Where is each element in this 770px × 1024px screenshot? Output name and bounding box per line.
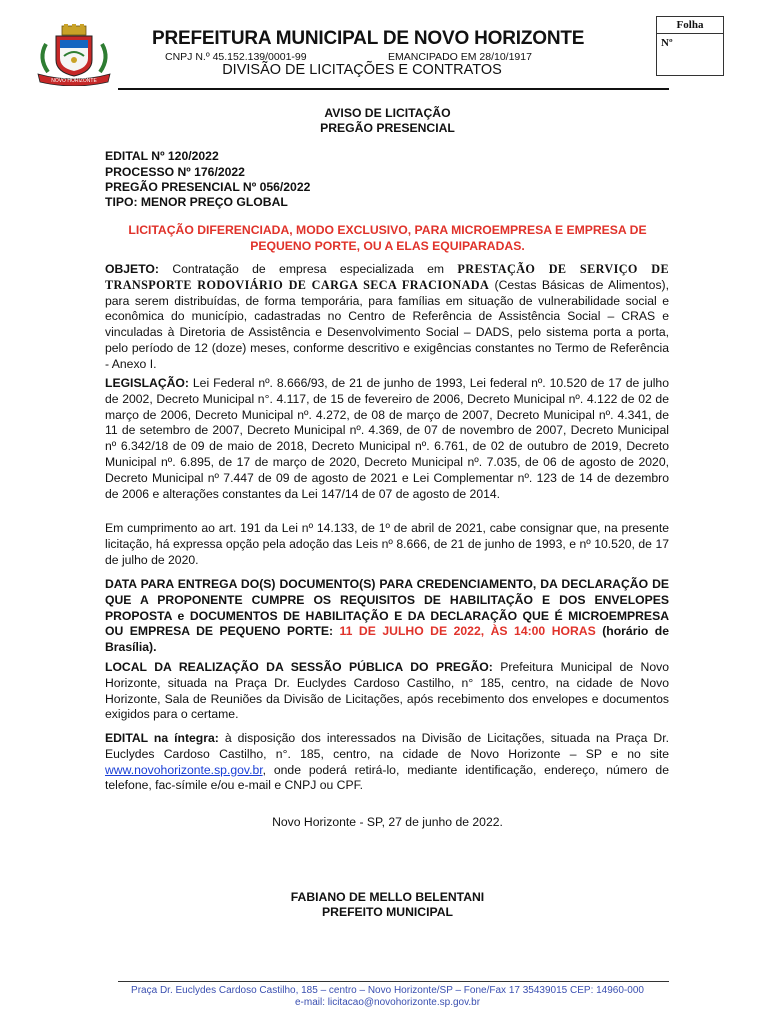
footer-address: Praça Dr. Euclydes Cardoso Castilho, 185 – centro – Novo Horizonte/SP – Fone/Fax 17 35439015 CEP: 14960-000	[131, 985, 644, 996]
notice-heading: AVISO DE LICITAÇÃO	[324, 106, 451, 120]
signatory-name: FABIANO DE MELLO BELENTANI	[290, 890, 485, 904]
objeto-paragraph	[105, 262, 669, 373]
signatory-role: PREFEITO MUNICIPAL	[322, 905, 453, 919]
folha-label: Folha	[657, 17, 723, 34]
data-entrega-datetime: 11 DE JULHO DE 2022, ÀS 14:00 HORAS	[339, 624, 596, 639]
folha-stamp-box	[656, 16, 724, 76]
pregao-number: PREGÃO PRESENCIAL Nº 056/2022	[105, 180, 311, 194]
legislacao-paragraph	[105, 376, 669, 502]
local-text: Prefeitura Municipal de Novo Horizonte, situada na Praça Dr. Euclydes Cardoso Castilho, n° 185, centro, na cidade de Novo Horizonte, Sala de Reuniões da Divisão de Licitações, após recebimento dos envelopes e documentos exigidos para o certame.	[105, 660, 669, 722]
footer-divider	[118, 981, 669, 982]
date-line: Novo Horizonte - SP, 27 de junho de 2022.	[272, 815, 503, 829]
licitacao-diferenciada-notice: LICITAÇÃO DIFERENCIADA, MODO EXCLUSIVO, PARA MICROEMPRESA E EMPRESA DE PEQUENO PORTE, OU A ELAS EQUIPARADAS.	[128, 223, 647, 253]
objeto-emphasis: PRESTAÇÃO DE SERVIÇO DE TRANSPORTE RODOVIÁRIO DE CARGA SECA FRACIONADA	[105, 262, 669, 292]
tipo-line: TIPO: MENOR PREÇO GLOBAL	[105, 195, 288, 209]
footer-email: e-mail: licitacao@novohorizonte.sp.gov.br	[294, 997, 481, 1008]
processo-number: PROCESSO Nº 176/2022	[105, 165, 245, 179]
coat-of-arms-icon	[34, 24, 114, 86]
data-entrega-paragraph	[105, 577, 669, 656]
data-entrega-label: DATA PARA ENTREGA DO(S) DOCUMENTO(S) PARA CREDENCIAMENTO, DA DECLARAÇÃO DE QUE A PROPONENTE CUMPRE OS REQUISITOS DE HABILITAÇÃO E DOS ENVELOPES PROPOSTA e DOCUMENTOS DE HABILITAÇÃO E DA DECLARAÇÃO QUE É MICROEMPRESA OU EMPRESA DE PEQUENO PORTE:	[105, 577, 669, 639]
emancipado-text: EMANCIPADO EM 28/10/1917	[388, 51, 532, 63]
local-label: LOCAL DA REALIZAÇÃO DA SESSÃO PÚBLICA DO PREGÃO:	[105, 660, 493, 674]
division-subtitle: DIVISÃO DE LICITAÇÕES E CONTRATOS	[222, 62, 502, 78]
header-divider	[118, 88, 669, 90]
objeto-label: OBJETO:	[105, 262, 159, 276]
edital-integra-label: EDITAL na íntegra:	[105, 731, 219, 745]
legislacao-label: LEGISLAÇÃO:	[105, 376, 189, 390]
edital-integra-text-before: à disposição dos interessados na Divisão de Licitações, situada na Praça Dr. Euclydes Cardoso Castilho, n°. 185, centro, na cidade de Novo Horizonte – SP e no site	[105, 731, 669, 761]
numero-label: Nº	[661, 37, 673, 49]
edital-integra-text-after: , onde poderá retirá-lo, mediante identificação, endereço, número de telefone, fac-símile e/ou e-mail e CNPJ ou CPF.	[105, 762, 669, 793]
page-title: PREFEITURA MUNICIPAL DE NOVO HORIZONTE	[152, 28, 585, 49]
edital-integra-paragraph	[105, 731, 669, 794]
objeto-text-after: (Cestas Básicas de Alimentos), para serem distribuídas, de forma temporária, para famílias em situação de vulnerabilidade social e econômica do município, cadastradas no Centro de Referência de Assistência Social – CRAS e vinculadas à Diretoria de Assistência e Desenvolvimento Social – DADS, pelo sistema porta a porta, pelo período de 12 (doze) meses, conforme descritivo e exigências constantes no Termo de Referência - Anexo I.	[105, 277, 669, 371]
edital-number: EDITAL Nº 120/2022	[105, 149, 219, 163]
data-entrega-suffix: (horário de Brasília).	[105, 624, 670, 655]
legislacao-text: Lei Federal nº. 8.666/93, de 21 de junho de 1993, Lei federal nº. 10.520 de 17 de julho de 2002, Decreto Municipal n°. 4.117, de 15 de fevereiro de 2006, Decreto Municipal nº. 4.122 de 02 de março de 2006, Decreto Municipal nº. 4.272, de 08 de março de 2007, Decreto Municipal nº. 4.341, de 11 de setembro de 2007, Decreto Municipal nº. 4.369, de 07 de novembro de 2007, Decreto Municipal nº 6.342/18 de 09 de maio de 2018, Decreto Municipal nº. 6.761, de 02 de outubro de 2019, Decreto Municipal nº. 6.895, de 17 de março de 2020, Decreto Municipal nº. 7.035, de 06 de agosto de 2020, Decreto Municipal nº 7.447 de 09 de agosto de 2021 e Lei Complementar nº. 123 de 14 de dezembro de 2006 e alterações constantes da Lei 147/14 de 07 de agosto de 2014.	[105, 376, 669, 501]
objeto-text-before: Contratação de empresa especializada em	[158, 262, 458, 276]
crest-banner-text: NOVO HORIZONTE	[51, 78, 97, 84]
website-link[interactable]: www.novohorizonte.sp.gov.br	[105, 762, 263, 777]
cnpj-text: CNPJ N.º 45.152.139/0001-99	[165, 51, 307, 63]
local-paragraph	[105, 660, 669, 723]
cumprimento-paragraph: Em cumprimento ao art. 191 da Lei nº 14.133, de 1º de abril de 2021, cabe consignar que, na presente licitação, há expressa opção pela adoção das Leis nº 8.666, de 21 de junho de 1993, e nº 10.520, de 17 de julho de 2020.	[105, 521, 669, 567]
notice-subheading: PREGÃO PRESENCIAL	[320, 121, 455, 135]
